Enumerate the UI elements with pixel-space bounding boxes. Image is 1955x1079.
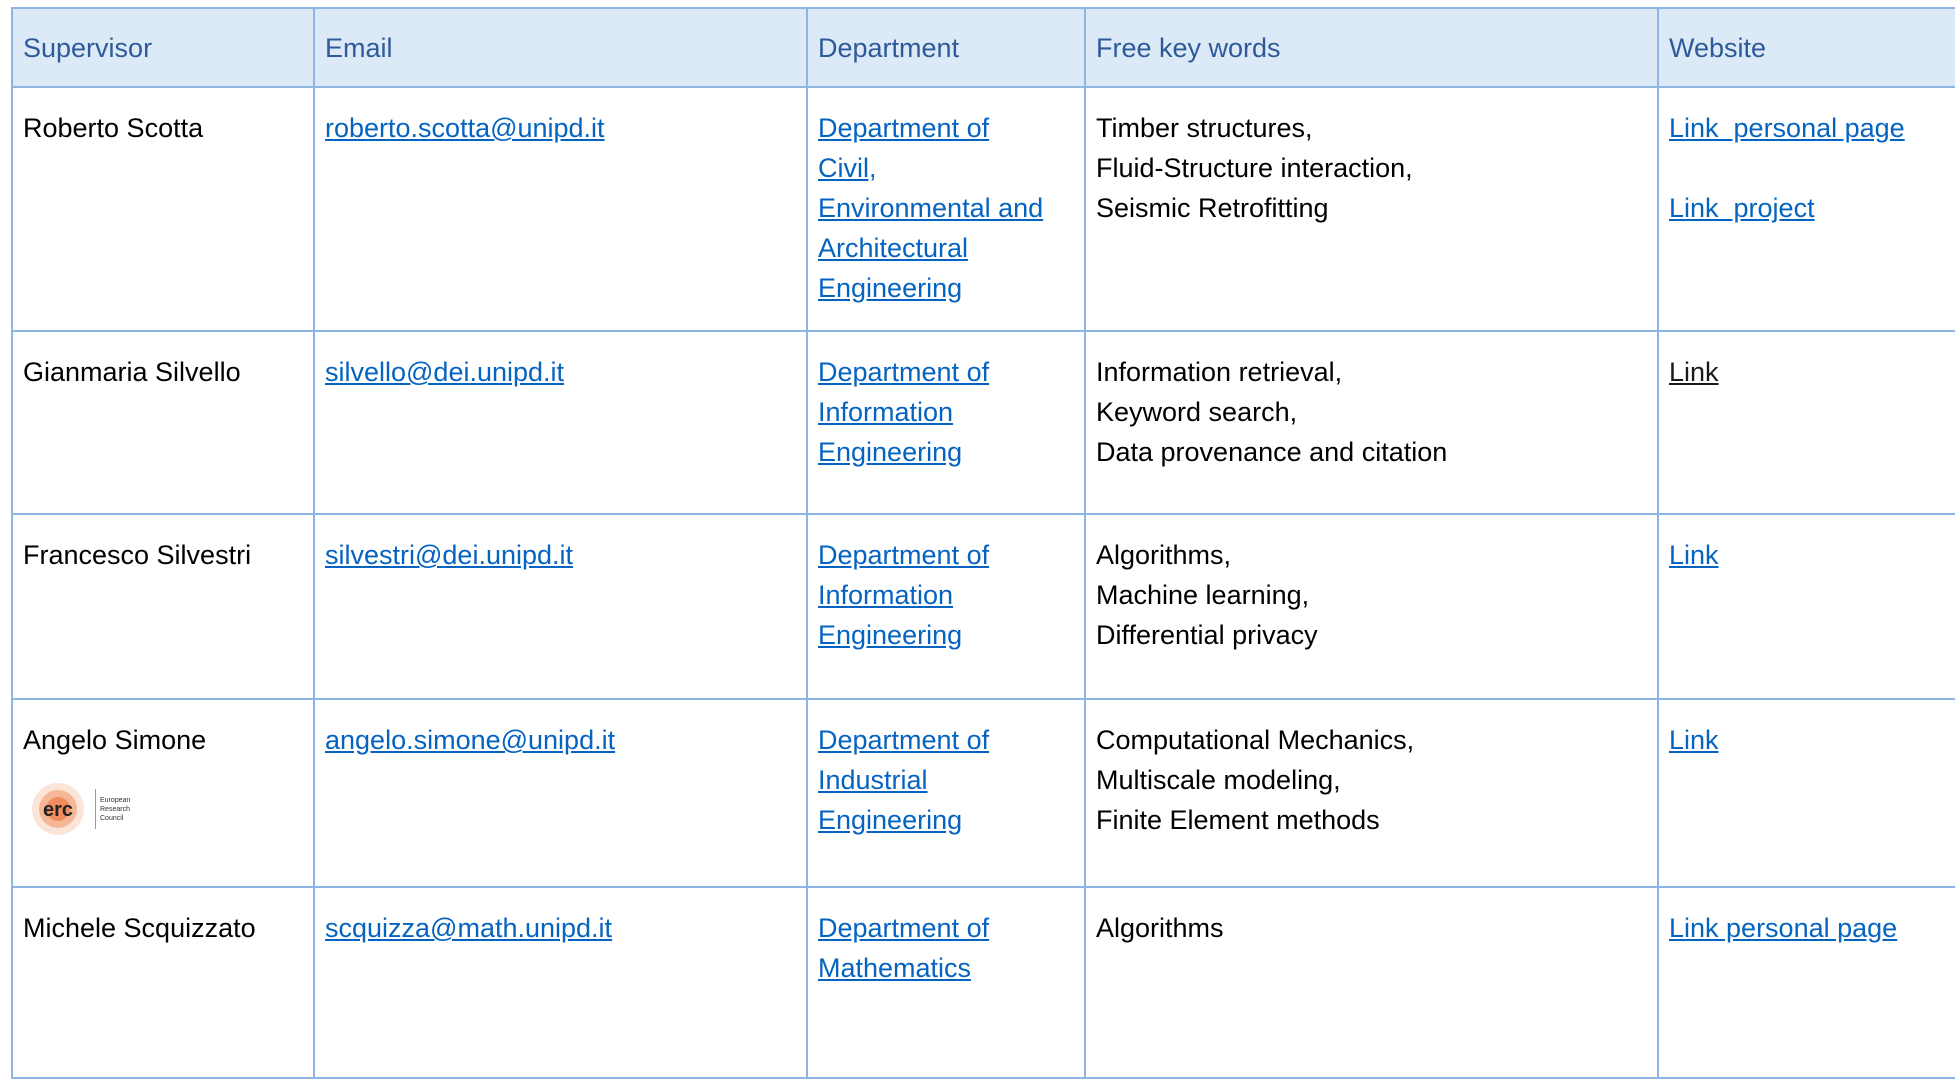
erc-caption [95,789,130,829]
erc-dots-icon [23,779,93,839]
email-cell [314,514,807,699]
supervisor-cell [12,887,314,1078]
erc-logo [23,774,303,844]
header-supervisor: Supervisor [12,8,314,87]
website-cell [1658,514,1955,699]
keyword: Data provenance and citation [1096,437,1448,467]
supervisor-cell [12,699,314,887]
email-link[interactable]: angelo.simone@unipd.it [325,725,616,755]
keyword: Algorithms [1096,913,1224,943]
spacer [1669,148,1945,188]
department-line: Industrial [818,765,928,795]
erc-caption-line: European [100,796,131,804]
supervisor-table [11,7,1955,1079]
header-email: Email [314,8,807,87]
department-line: Department of [818,540,990,570]
website-cell [1658,331,1955,514]
header-department: Department [807,8,1085,87]
keyword: Timber structures, [1096,113,1313,143]
department-line: Engineering [818,437,963,467]
email-cell [314,887,807,1078]
keyword: Seismic Retrofitting [1096,193,1329,223]
erc-caption-line: Research [100,805,130,813]
email-cell [314,699,807,887]
department-line: Mathematics [818,953,972,983]
supervisor-name: Gianmaria Silvello [23,357,241,387]
department-line: Department of [818,725,990,755]
department-cell [807,514,1085,699]
keyword: Machine learning, [1096,580,1310,610]
supervisor-cell [12,331,314,514]
department-line: Engineering [818,805,963,835]
keyword: Computational Mechanics, [1096,725,1415,755]
supervisor-name: Roberto Scotta [23,113,204,143]
keyword: Keyword search, [1096,397,1298,427]
email-link[interactable]: roberto.scotta@unipd.it [325,113,605,143]
table-row [12,87,1955,331]
supervisor-cell [12,514,314,699]
supervisor-cell [12,87,314,331]
keyword: Algorithms, [1096,540,1232,570]
header-keywords: Free key words [1085,8,1658,87]
department-line: Engineering [818,620,963,650]
department-line: Environmental and [818,193,1044,223]
keywords-cell [1085,699,1658,887]
table-row [12,331,1955,514]
table-row [12,514,1955,699]
keywords-cell [1085,887,1658,1078]
header-website: Website [1658,8,1955,87]
department-link[interactable] [818,352,1074,472]
department-line: Engineering [818,273,963,303]
project-link[interactable]: Link project [1669,193,1815,223]
email-link[interactable]: scquizza@math.unipd.it [325,913,613,943]
erc-mark: erc [42,799,74,821]
supervisor-name: Angelo Simone [23,725,207,755]
keywords-cell [1085,331,1658,514]
department-link[interactable] [818,720,1074,840]
keyword: Information retrieval, [1096,357,1343,387]
department-cell [807,331,1085,514]
erc-caption-line: Council [100,814,124,822]
table-row [12,699,1955,887]
supervisor-name: Francesco Silvestri [23,540,252,570]
department-line: Information [818,580,954,610]
keyword: Differential privacy [1096,620,1318,650]
personal-page-link[interactable]: Link personal page [1669,113,1905,143]
department-line: Information [818,397,954,427]
email-link[interactable]: silvello@dei.unipd.it [325,357,565,387]
website-link[interactable]: Link personal page [1669,913,1898,943]
keyword: Finite Element methods [1096,805,1380,835]
keyword: Multiscale modeling, [1096,765,1341,795]
website-cell [1658,87,1955,331]
keywords-cell [1085,87,1658,331]
table-header-row [12,8,1955,87]
department-link[interactable] [818,535,1074,655]
department-line: Architectural [818,233,969,263]
department-cell [807,699,1085,887]
website-cell [1658,887,1955,1078]
keyword: Fluid-Structure interaction, [1096,153,1413,183]
email-cell [314,87,807,331]
website-link[interactable]: Link [1669,725,1719,755]
department-line: Department of [818,357,990,387]
table-row [12,887,1955,1078]
department-line: Department of [818,913,990,943]
department-link[interactable] [818,108,1074,308]
supervisor-name: Michele Scquizzato [23,913,256,943]
department-line: Civil, [818,153,877,183]
email-cell [314,331,807,514]
website-cell [1658,699,1955,887]
department-cell [807,887,1085,1078]
department-cell [807,87,1085,331]
department-line: Department of [818,113,990,143]
department-link[interactable] [818,908,1074,988]
website-link[interactable]: Link [1669,540,1719,570]
keywords-cell [1085,514,1658,699]
email-link[interactable]: silvestri@dei.unipd.it [325,540,574,570]
website-link[interactable]: Link [1669,357,1719,387]
